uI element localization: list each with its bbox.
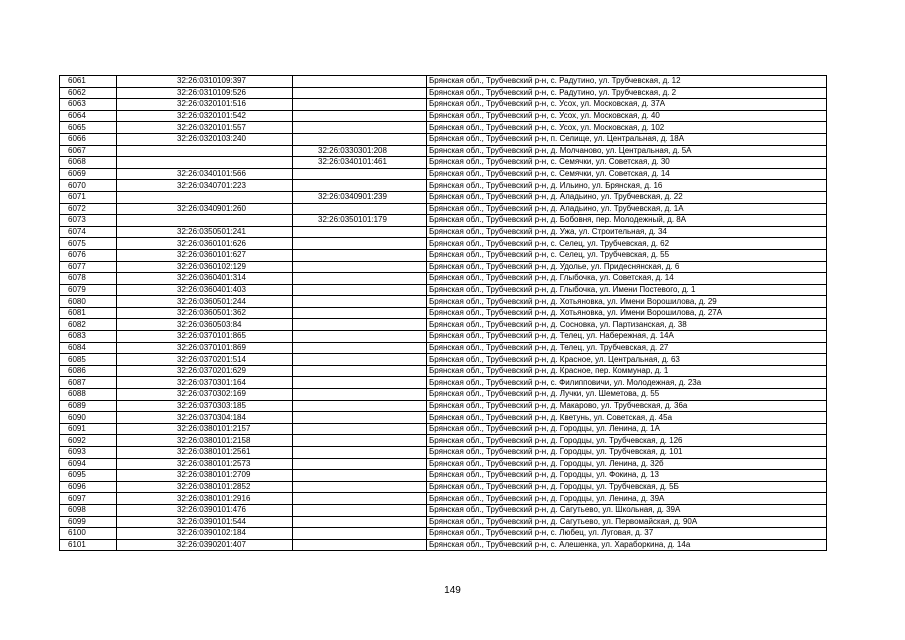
table-row [60,377,827,389]
table-row [60,528,827,540]
address-cell: Брянская обл., Трубчевский р-н, п. Селище, ул. Центральная, д. 18А [427,133,827,145]
cadastral-number-alt-cell [293,203,427,215]
table-row [60,284,827,296]
row-number-cell: 6083 [60,331,117,343]
address-cell: Брянская обл., Трубчевский р-н, д. Аладьино, ул. Трубчевская, д. 22 [427,191,827,203]
cadastral-number-cell: 32:26:0350501:241 [117,226,293,238]
cadastral-number-cell: 32:26:0340101:566 [117,168,293,180]
cadastral-number-cell [117,215,293,227]
row-number-cell: 6099 [60,516,117,528]
address-cell: Брянская обл., Трубчевский р-н, д. Красное, ул. Центральная, д. 63 [427,354,827,366]
cadastral-number-cell: 32:26:0380101:2916 [117,493,293,505]
cadastral-number-cell: 32:26:0390201:407 [117,539,293,551]
cadastral-number-alt-cell [293,110,427,122]
row-number-cell: 6090 [60,412,117,424]
table-row [60,516,827,528]
address-cell: Брянская обл., Трубчевский р-н, д. Городцы, ул. Ленина, д. 1А [427,423,827,435]
cadastral-number-alt-cell [293,238,427,250]
address-cell: Брянская обл., Трубчевский р-н, с. Усох, ул. Московская, д. 40 [427,110,827,122]
cadastral-number-cell: 32:26:0340701:223 [117,180,293,192]
cadastral-number-alt-cell [293,516,427,528]
cadastral-number-cell: 32:26:0380101:2157 [117,423,293,435]
cadastral-number-cell: 32:26:0310109:397 [117,76,293,88]
table-row [60,99,827,111]
row-number-cell: 6066 [60,133,117,145]
cadastral-number-alt-cell [293,412,427,424]
row-number-cell: 6076 [60,249,117,261]
row-number-cell: 6080 [60,296,117,308]
cadastral-number-cell: 32:26:0370201:514 [117,354,293,366]
table-row [60,168,827,180]
row-number-cell: 6069 [60,168,117,180]
cadastral-number-alt-cell [293,493,427,505]
table-row [60,296,827,308]
cadastral-number-alt-cell [293,99,427,111]
cadastral-number-alt-cell [293,296,427,308]
row-number-cell: 6087 [60,377,117,389]
cadastral-number-alt-cell [293,389,427,401]
row-number-cell: 6062 [60,87,117,99]
address-cell: Брянская обл., Трубчевский р-н, д. Бобовня, пер. Молодежный, д. 8А [427,215,827,227]
row-number-cell: 6070 [60,180,117,192]
cadastral-number-cell [117,157,293,169]
cadastral-number-cell: 32:26:0360501:362 [117,307,293,319]
table-row [60,423,827,435]
table-row [60,215,827,227]
table-row [60,389,827,401]
table-row [60,180,827,192]
table-row [60,435,827,447]
address-cell: Брянская обл., Трубчевский р-н, с. Селец, ул. Трубчевская, д. 55 [427,249,827,261]
cadastral-number-cell: 32:26:0370302:169 [117,389,293,401]
row-number-cell: 6072 [60,203,117,215]
cadastral-number-alt-cell [293,273,427,285]
cadastral-number-alt-cell [293,458,427,470]
cadastral-number-alt-cell [293,133,427,145]
table-row [60,504,827,516]
address-cell: Брянская обл., Трубчевский р-н, с. Любец, ул. Луговая, д. 37 [427,528,827,540]
cadastral-number-alt-cell [293,354,427,366]
address-cell: Брянская обл., Трубчевский р-н, д. Сагутьево, ул. Школьная, д. 39А [427,504,827,516]
address-cell: Брянская обл., Трубчевский р-н, д. Кветунь, ул. Советская, д. 45а [427,412,827,424]
cadastral-number-alt-cell [293,87,427,99]
table-row [60,412,827,424]
cadastral-number-alt-cell: 32:26:0340101:461 [293,157,427,169]
table-row [60,157,827,169]
cadastral-number-cell: 32:26:0370201:629 [117,365,293,377]
row-number-cell: 6093 [60,447,117,459]
cadastral-number-cell [117,191,293,203]
cadastral-number-alt-cell [293,447,427,459]
cadastral-number-alt-cell [293,423,427,435]
cadastral-number-cell: 32:26:0370301:164 [117,377,293,389]
address-cell: Брянская обл., Трубчевский р-н, д. Макарово, ул. Трубчевская, д. 36а [427,400,827,412]
address-cell: Брянская обл., Трубчевский р-н, д. Городцы, ул. Трубчевская, д. 126 [427,435,827,447]
cadastral-number-cell: 32:26:0370304:184 [117,412,293,424]
address-cell: Брянская обл., Трубчевский р-н, д. Телец, ул. Набережная, д. 14А [427,331,827,343]
row-number-cell: 6098 [60,504,117,516]
table-row [60,319,827,331]
cadastral-number-alt-cell [293,284,427,296]
table-row [60,481,827,493]
row-number-cell: 6061 [60,76,117,88]
cadastral-number-alt-cell [293,331,427,343]
row-number-cell: 6067 [60,145,117,157]
address-cell: Брянская обл., Трубчевский р-н, с. Филипповичи, ул. Молодежная, д. 23а [427,377,827,389]
cadastral-number-cell: 32:26:0360501:244 [117,296,293,308]
table-row [60,249,827,261]
cadastral-number-cell [117,145,293,157]
row-number-cell: 6075 [60,238,117,250]
cadastral-number-alt-cell [293,504,427,516]
row-number-cell: 6078 [60,273,117,285]
cadastral-number-cell: 32:26:0340901:260 [117,203,293,215]
cadastral-number-alt-cell [293,307,427,319]
address-cell: Брянская обл., Трубчевский р-н, д. Лучки, ул. Шеметова, д. 55 [427,389,827,401]
table-row [60,110,827,122]
row-number-cell: 6084 [60,342,117,354]
page-number: 149 [444,585,461,596]
registry-table [59,75,827,551]
cadastral-number-cell: 32:26:0370101:865 [117,331,293,343]
table-row [60,238,827,250]
table-row [60,133,827,145]
row-number-cell: 6085 [60,354,117,366]
cadastral-number-alt-cell [293,122,427,134]
address-cell: Брянская обл., Трубчевский р-н, с. Селец, ул. Трубчевская, д. 62 [427,238,827,250]
address-cell: Брянская обл., Трубчевский р-н, с. Семячки, ул. Советская, д. 30 [427,157,827,169]
cadastral-number-cell: 32:26:0360401:403 [117,284,293,296]
row-number-cell: 6100 [60,528,117,540]
table-row [60,447,827,459]
address-cell: Брянская обл., Трубчевский р-н, д. Городцы, ул. Трубчевская, д. 101 [427,447,827,459]
cadastral-number-alt-cell [293,76,427,88]
cadastral-number-cell: 32:26:0370101:869 [117,342,293,354]
row-number-cell: 6077 [60,261,117,273]
row-number-cell: 6095 [60,470,117,482]
cadastral-number-cell: 32:26:0380101:2158 [117,435,293,447]
cadastral-number-alt-cell [293,377,427,389]
cadastral-number-cell: 32:26:0310109:526 [117,87,293,99]
row-number-cell: 6068 [60,157,117,169]
address-cell: Брянская обл., Трубчевский р-н, с. Радутино, ул. Трубчевская, д. 12 [427,76,827,88]
address-cell: Брянская обл., Трубчевский р-н, с. Усох, ул. Московская, д. 37А [427,99,827,111]
row-number-cell: 6091 [60,423,117,435]
table-row [60,122,827,134]
table-row [60,539,827,551]
row-number-cell: 6086 [60,365,117,377]
cadastral-number-alt-cell [293,319,427,331]
cadastral-number-alt-cell [293,168,427,180]
cadastral-number-alt-cell [293,180,427,192]
cadastral-number-cell: 32:26:0320101:542 [117,110,293,122]
cadastral-number-cell: 32:26:0390101:476 [117,504,293,516]
table-row [60,493,827,505]
address-cell: Брянская обл., Трубчевский р-н, д. Городцы, ул. Трубчевская, д. 5Б [427,481,827,493]
cadastral-number-cell: 32:26:0360101:626 [117,238,293,250]
address-cell: Брянская обл., Трубчевский р-н, д. Ужа, ул. Строительная, д. 34 [427,226,827,238]
table-row [60,203,827,215]
cadastral-number-cell: 32:26:0360401:314 [117,273,293,285]
row-number-cell: 6082 [60,319,117,331]
row-number-cell: 6063 [60,99,117,111]
cadastral-number-alt-cell [293,249,427,261]
cadastral-number-alt-cell [293,470,427,482]
row-number-cell: 6073 [60,215,117,227]
cadastral-number-alt-cell [293,342,427,354]
table-row [60,191,827,203]
table-row [60,145,827,157]
cadastral-number-alt-cell [293,261,427,273]
address-cell: Брянская обл., Трубчевский р-н, д. Городцы, ул. Ленина, д. 32б [427,458,827,470]
address-cell: Брянская обл., Трубчевский р-н, д. Городцы, ул. Ленина, д. 39А [427,493,827,505]
cadastral-number-alt-cell [293,365,427,377]
row-number-cell: 6088 [60,389,117,401]
cadastral-number-cell: 32:26:0380101:2852 [117,481,293,493]
cadastral-number-cell: 32:26:0360503:84 [117,319,293,331]
table-row [60,87,827,99]
address-cell: Брянская обл., Трубчевский р-н, д. Красное, пер. Коммунар, д. 1 [427,365,827,377]
cadastral-number-cell: 32:26:0320101:516 [117,99,293,111]
address-cell: Брянская обл., Трубчевский р-н, д. Сагутьево, ул. Первомайская, д. 90А [427,516,827,528]
table-row [60,458,827,470]
row-number-cell: 6064 [60,110,117,122]
cadastral-number-cell: 32:26:0320103:240 [117,133,293,145]
row-number-cell: 6096 [60,481,117,493]
address-cell: Брянская обл., Трубчевский р-н, с. Алешенка, ул. Хараборкина, д. 14а [427,539,827,551]
cadastral-number-alt-cell [293,435,427,447]
cadastral-number-cell: 32:26:0320101:557 [117,122,293,134]
row-number-cell: 6065 [60,122,117,134]
address-cell: Брянская обл., Трубчевский р-н, д. Глыбочка, ул. Имени Постевого, д. 1 [427,284,827,296]
address-cell: Брянская обл., Трубчевский р-н, д. Ильино, ул. Брянская, д. 16 [427,180,827,192]
table-row [60,342,827,354]
address-cell: Брянская обл., Трубчевский р-н, д. Удолье, ул. Придеснянская, д. 6 [427,261,827,273]
row-number-cell: 6079 [60,284,117,296]
cadastral-number-alt-cell [293,226,427,238]
address-cell: Брянская обл., Трубчевский р-н, с. Радутино, ул. Трубчевская, д. 2 [427,87,827,99]
table-row [60,331,827,343]
cadastral-number-cell: 32:26:0380101:2573 [117,458,293,470]
cadastral-number-alt-cell [293,539,427,551]
address-cell: Брянская обл., Трубчевский р-н, д. Молчаново, ул. Центральная, д. 5А [427,145,827,157]
row-number-cell: 6081 [60,307,117,319]
table-row [60,273,827,285]
address-cell: Брянская обл., Трубчевский р-н, д. Телец, ул. Трубчевская, д. 27 [427,342,827,354]
table-row [60,470,827,482]
address-cell: Брянская обл., Трубчевский р-н, д. Глыбочка, ул. Советская, д. 14 [427,273,827,285]
row-number-cell: 6071 [60,191,117,203]
cadastral-number-cell: 32:26:0380101:2561 [117,447,293,459]
row-number-cell: 6074 [60,226,117,238]
address-cell: Брянская обл., Трубчевский р-н, д. Хотьяновка, ул. Имени Ворошилова, д. 27А [427,307,827,319]
table-row [60,76,827,88]
cadastral-number-cell: 32:26:0360102:129 [117,261,293,273]
cadastral-number-alt-cell [293,400,427,412]
address-cell: Брянская обл., Трубчевский р-н, д. Хотьяновка, ул. Имени Ворошилова, д. 29 [427,296,827,308]
row-number-cell: 6092 [60,435,117,447]
cadastral-number-alt-cell [293,481,427,493]
cadastral-number-alt-cell [293,528,427,540]
table-row [60,400,827,412]
cadastral-number-cell: 32:26:0380101:2709 [117,470,293,482]
address-cell: Брянская обл., Трубчевский р-н, с. Усох, ул. Московская, д. 102 [427,122,827,134]
cadastral-number-alt-cell: 32:26:0340901:239 [293,191,427,203]
registry-body [60,76,827,551]
address-cell: Брянская обл., Трубчевский р-н, д. Городцы, ул. Фокина, д. 13 [427,470,827,482]
row-number-cell: 6089 [60,400,117,412]
address-cell: Брянская обл., Трубчевский р-н, д. Аладьино, ул. Трубчевская, д. 1А [427,203,827,215]
address-cell: Брянская обл., Трубчевский р-н, д. Сосновка, ул. Партизанская, д. 38 [427,319,827,331]
row-number-cell: 6097 [60,493,117,505]
table-row [60,365,827,377]
cadastral-number-cell: 32:26:0360101:627 [117,249,293,261]
row-number-cell: 6101 [60,539,117,551]
table-row [60,354,827,366]
table-row [60,261,827,273]
cadastral-number-alt-cell: 32:26:0350101:179 [293,215,427,227]
row-number-cell: 6094 [60,458,117,470]
table-row [60,226,827,238]
cadastral-number-cell: 32:26:0390102:184 [117,528,293,540]
cadastral-number-cell: 32:26:0370303:185 [117,400,293,412]
cadastral-number-cell: 32:26:0390101:544 [117,516,293,528]
table-row [60,307,827,319]
cadastral-number-alt-cell: 32:26:0330301:208 [293,145,427,157]
address-cell: Брянская обл., Трубчевский р-н, с. Семячки, ул. Советская, д. 14 [427,168,827,180]
